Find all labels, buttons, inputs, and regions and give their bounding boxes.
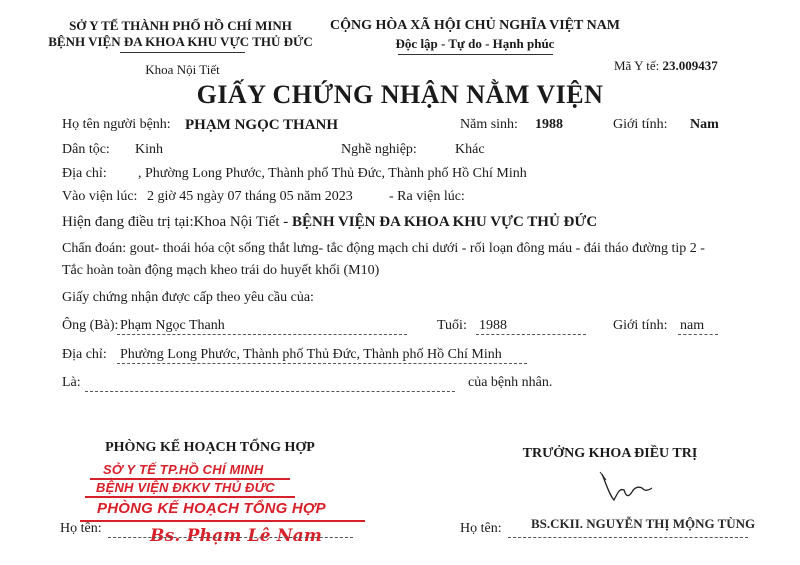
requester-gender-line bbox=[678, 334, 718, 335]
treatment-line bbox=[62, 214, 597, 231]
relation-line bbox=[85, 391, 455, 392]
left-name-line bbox=[108, 537, 353, 538]
stamp-rule-2 bbox=[85, 496, 295, 498]
planning-dept-title: PHÒNG KẾ HOẠCH TỔNG HỢP bbox=[105, 440, 315, 455]
relation-label: Là: bbox=[62, 375, 81, 390]
discharge-label: - Ra viện lúc: bbox=[389, 189, 465, 204]
treatment-dept: Khoa Nội Tiết - bbox=[193, 214, 292, 230]
treatment-hospital: BỆNH VIỆN ĐA KHOA KHU VỰC THỦ ĐỨC bbox=[291, 214, 598, 230]
address-label: Địa chỉ: bbox=[62, 166, 107, 181]
signature-icon bbox=[596, 470, 666, 510]
hospital-underline bbox=[120, 52, 245, 53]
treatment-label: Hiện đang điều trị tại: bbox=[62, 214, 194, 230]
medical-code bbox=[614, 58, 718, 74]
diagnosis-text-2: Tắc hoàn toàn động mạch kheo trái do huyết khối (M10) bbox=[62, 263, 380, 278]
ethnicity-value: Kinh bbox=[135, 142, 163, 157]
dept-of-health: SỞ Y TẾ THÀNH PHỐ HỒ CHÍ MINH bbox=[69, 18, 292, 33]
admission-value: 2 giờ 45 ngày 07 tháng 05 năm 2023 bbox=[147, 189, 353, 204]
requester-label: Ông (Bà): bbox=[62, 318, 119, 333]
requester-address: Phường Long Phước, Thành phố Thủ Đức, Thành phố Hồ Chí Minh bbox=[120, 347, 502, 362]
diagnosis-text-1: gout- thoái hóa cột sống thắt lưng- tắc động mạch chi dưới - rối loạn đông máu - đái tháo đường tip 2 - bbox=[129, 241, 705, 256]
stamp-line-1: SỞ Y TẾ TP.HỒ CHÍ MINH bbox=[103, 462, 264, 477]
motto-underline bbox=[398, 54, 553, 55]
requester-age-label: Tuổi: bbox=[437, 318, 467, 333]
birth-year-label: Năm sinh: bbox=[460, 117, 518, 132]
requester-gender-label: Giới tính: bbox=[613, 318, 668, 333]
right-signer-name: BS.CKII. NGUYỄN THỊ MỘNG TÙNG bbox=[531, 516, 756, 531]
requester-age: 1988 bbox=[479, 318, 507, 333]
relation-suffix: của bệnh nhân. bbox=[468, 375, 553, 390]
requester-address-label: Địa chỉ: bbox=[62, 347, 107, 362]
stamp-signer: Bs. Phạm Lê Nam bbox=[150, 526, 323, 546]
birth-year: 1988 bbox=[535, 117, 563, 132]
requester-gender: nam bbox=[680, 318, 705, 333]
medical-code-value: 23.009437 bbox=[662, 58, 718, 73]
medical-code-label: Mã Y tế: bbox=[614, 58, 660, 73]
head-of-dept-title: TRƯỞNG KHOA ĐIỀU TRỊ bbox=[522, 446, 698, 461]
diagnosis-label: Chẩn đoán: bbox=[62, 241, 127, 256]
stamp-line-2: BỆNH VIỆN ĐKKV THỦ ĐỨC bbox=[96, 480, 275, 495]
gender-value: Nam bbox=[690, 117, 719, 132]
address-value: , Phường Long Phước, Thành phố Thủ Đức, Thành phố Hồ Chí Minh bbox=[138, 166, 527, 181]
hospital-name: BỆNH VIỆN ĐA KHOA KHU VỰC THỦ ĐỨC bbox=[48, 34, 313, 49]
gender-label: Giới tính: bbox=[613, 117, 668, 132]
occupation-value: Khác bbox=[455, 142, 485, 157]
admission-label: Vào viện lúc: bbox=[62, 189, 138, 204]
department-name: Khoa Nội Tiết bbox=[145, 62, 220, 77]
diagnosis-line-1 bbox=[62, 241, 705, 257]
left-name-label: Họ tên: bbox=[60, 521, 102, 536]
republic-name: CỘNG HÒA XÃ HỘI CHỦ NGHĨA VIỆT NAM bbox=[330, 18, 621, 33]
request-intro: Giấy chứng nhận được cấp theo yêu cầu của: bbox=[62, 290, 314, 305]
right-name-line bbox=[508, 537, 748, 538]
right-name-label: Họ tên: bbox=[460, 521, 502, 536]
ethnicity-label: Dân tộc: bbox=[62, 142, 110, 157]
motto: Độc lập - Tự do - Hạnh phúc bbox=[395, 36, 555, 51]
occupation-label: Nghề nghiệp: bbox=[341, 142, 417, 157]
stamp-line-3: PHÒNG KẾ HOẠCH TỔNG HỢP bbox=[97, 500, 326, 517]
requester-line bbox=[117, 334, 407, 335]
patient-name-label: Họ tên người bệnh: bbox=[62, 117, 171, 132]
requester-address-line bbox=[117, 363, 527, 364]
requester-age-line bbox=[476, 334, 586, 335]
stamp-rule-3 bbox=[80, 520, 365, 522]
requester-name: Phạm Ngọc Thanh bbox=[120, 318, 225, 333]
page-title: GIẤY CHỨNG NHẬN NẰM VIỆN bbox=[196, 80, 604, 109]
patient-name: PHẠM NGỌC THANH bbox=[185, 117, 339, 133]
